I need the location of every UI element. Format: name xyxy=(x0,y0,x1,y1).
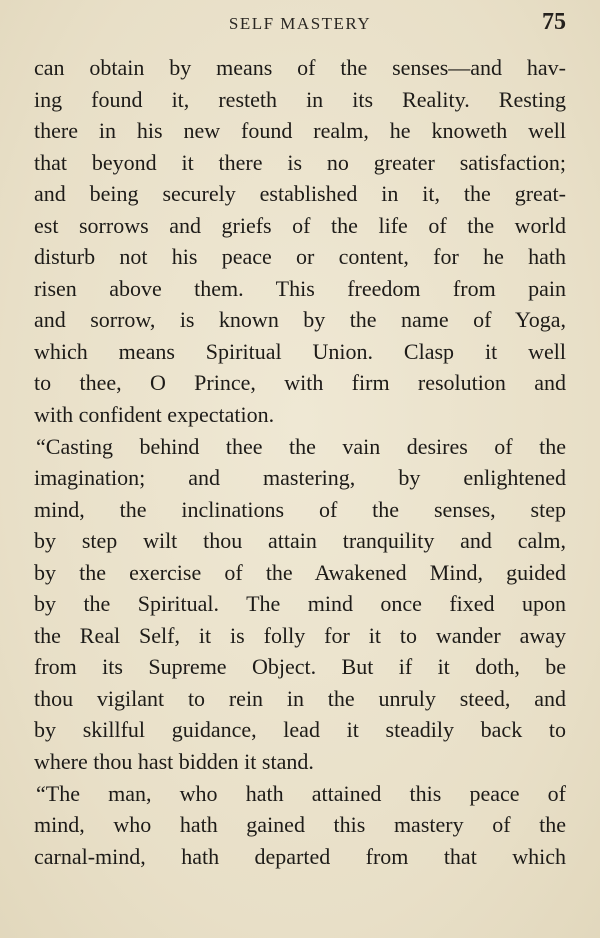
text-line: from its Supreme Object. But if it doth, be xyxy=(34,654,566,680)
text-line: by step wilt thou attain tranquility and calm, xyxy=(34,528,566,554)
text-line: imagination; and mastering, by enlightened xyxy=(34,465,566,491)
text-line: with confident expectation. xyxy=(34,402,275,428)
text-line: “Casting behind thee the vain desires of the xyxy=(36,433,566,459)
text-line: risen above them. This freedom from pain xyxy=(34,275,566,301)
body-text xyxy=(34,52,566,872)
text-line: “The man, who hath attained this peace of xyxy=(36,780,566,806)
text-line: by skillful guidance, lead it steadily back to xyxy=(34,717,566,743)
text-line: mind, who hath gained this mastery of the xyxy=(34,812,566,838)
text-line: can obtain by means of the senses—and hav- xyxy=(34,55,566,80)
running-head-title: SELF MASTERY xyxy=(228,14,372,33)
text-line: mind, the inclinations of the senses, step xyxy=(34,496,566,522)
text-line: where thou hast bidden it stand. xyxy=(34,749,314,775)
text-line: to thee, O Prince, with firm resolution and xyxy=(34,370,566,396)
text-line: and being securely established in it, the great- xyxy=(34,181,566,207)
text-line: est sorrows and griefs of the life of the world xyxy=(34,212,566,238)
text-line: by the exercise of the Awakened Mind, guided xyxy=(34,559,566,585)
text-line: and sorrow, is known by the name of Yoga, xyxy=(34,307,566,333)
text-line: ing found it, resteth in its Reality. Resting xyxy=(34,86,566,112)
page-number: 75 xyxy=(542,9,566,35)
text-line: carnal-mind, hath departed from that which xyxy=(34,843,566,869)
running-head xyxy=(34,9,566,35)
text-line: disturb not his peace or content, for he hath xyxy=(34,244,566,270)
text-line: that beyond it there is no greater satisfaction; xyxy=(34,149,566,175)
text-line: thou vigilant to rein in the unruly steed, and xyxy=(34,685,566,711)
text-line: which means Spiritual Union. Clasp it well xyxy=(34,338,566,364)
text-line: the Real Self, it is folly for it to wander away xyxy=(34,622,566,648)
text-line: by the Spiritual. The mind once fixed upon xyxy=(34,591,566,617)
text-line: there in his new found realm, he knoweth well xyxy=(34,118,566,144)
